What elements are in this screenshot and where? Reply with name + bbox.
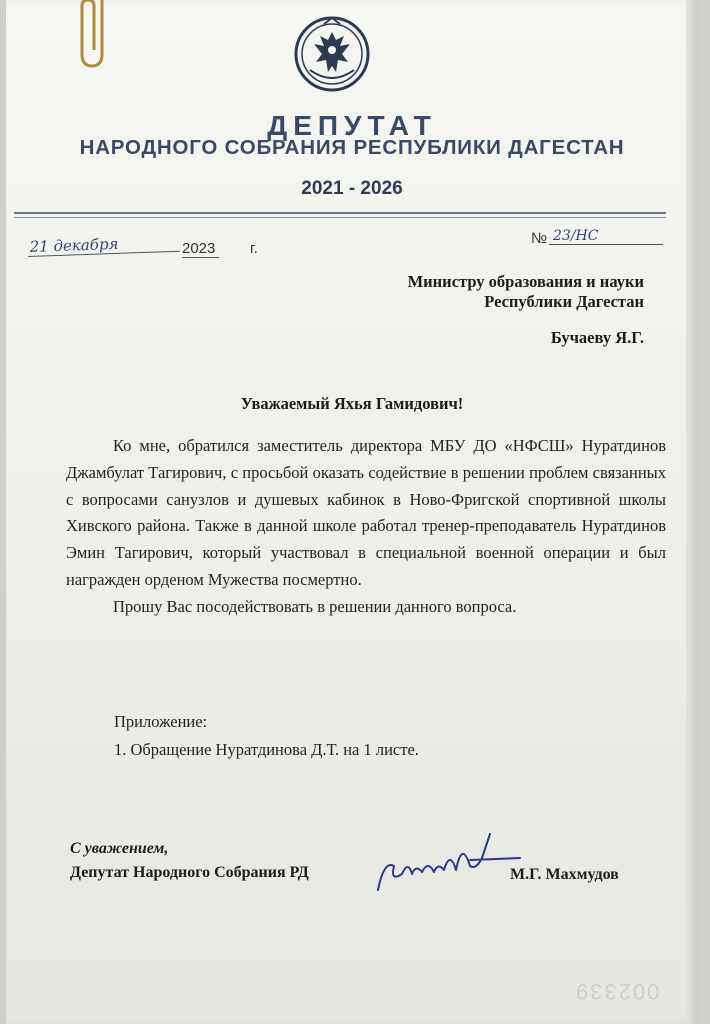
date-year-suffix: г.	[250, 240, 258, 257]
coat-of-arms-emblem	[292, 12, 372, 96]
regards-text: С уважением,	[70, 840, 169, 857]
recipient-block	[408, 272, 644, 312]
letterhead-term: 2021 - 2026	[301, 178, 403, 199]
salutation: Уважаемый Яхья Гамидович!	[240, 394, 464, 413]
recipient-line1: Министру образования и науки	[407, 272, 644, 291]
number-label: №	[531, 230, 548, 247]
letter-body	[66, 433, 666, 621]
attachment-item: 1. Обращение Нуратдинова Д.Т. на 1 листе.	[114, 740, 419, 759]
header-rule-thin	[14, 217, 666, 218]
body-paragraph-1: Ко мне, обратился заместитель директора МБУ ДО «НФСШ» Нуратдинов Джамбулат Тагирович, с просьбой оказать содействие в решении проблем связанных с вопросами санузлов и душевых кабинок в Ново-Фригской спортивной школы Хивского района. Также в данной школе работал тренер-преподаватель Нуратдинов Эмин Тагирович, который участвовал в специальной военной операции и был награжден орденом Мужества посмертно.	[66, 436, 666, 589]
body-paragraph-2: Прошу Вас посодействовать в решении данного вопроса.	[113, 596, 517, 616]
letter-page	[6, 0, 698, 1024]
faint-bleedthrough-mark: 002339	[574, 979, 660, 1004]
header-rule	[14, 212, 666, 214]
number-handwritten: 23/НС	[549, 228, 663, 245]
letterhead-title: ДЕПУТАТ	[267, 110, 437, 141]
handwritten-signature	[372, 830, 522, 900]
signatory-name: М.Г. Махмудов	[510, 866, 619, 883]
signatory-title: Депутат Народного Собрания РД	[70, 864, 309, 881]
date-handwritten: 21 декабря	[27, 233, 180, 257]
attachment-label: Приложение:	[114, 712, 208, 731]
paperclip-icon	[72, 0, 116, 72]
outgoing-number-field	[531, 228, 661, 252]
date-year	[182, 240, 219, 257]
date-field	[24, 234, 258, 262]
date-year-value: 2023	[182, 240, 219, 258]
recipient-name: Бучаеву Я.Г.	[550, 328, 644, 347]
letterhead-org: НАРОДНОГО СОБРАНИЯ РЕСПУБЛИКИ ДАГЕСТАН	[79, 136, 625, 159]
recipient-line2: Республики Дагестан	[484, 292, 644, 311]
